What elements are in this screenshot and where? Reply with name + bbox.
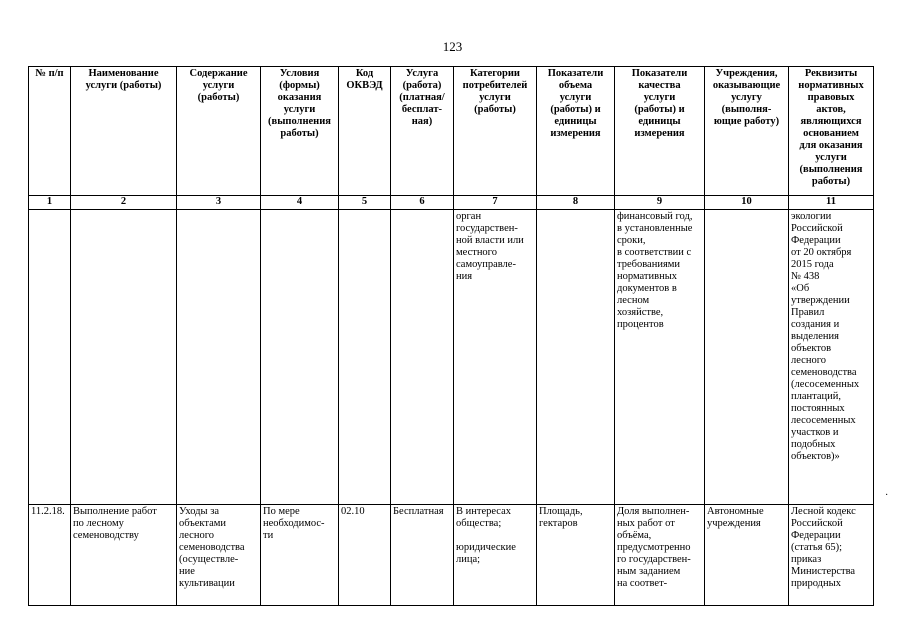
column-number: 1 bbox=[29, 196, 71, 210]
header-cell: Содержание услуги (работы) bbox=[177, 67, 261, 196]
table-cell: орган государствен- ной власти или местного самоуправле- ния bbox=[454, 210, 537, 505]
header-cell: Услуга (работа) (платная/ бесплат- ная) bbox=[391, 67, 454, 196]
table-cell bbox=[391, 210, 454, 505]
header-cell: Показатели качества услуги (работы) и единицы измерения bbox=[615, 67, 705, 196]
column-number: 8 bbox=[537, 196, 615, 210]
table-cell: Уходы за объектами лесного семеноводства (осуществле- ние культивации bbox=[177, 505, 261, 606]
header-row bbox=[29, 67, 874, 196]
column-number: 2 bbox=[71, 196, 177, 210]
table-cell: 02.10 bbox=[339, 505, 391, 606]
column-number: 4 bbox=[261, 196, 339, 210]
table-cell: Площадь, гектаров bbox=[537, 505, 615, 606]
header-cell: Показатели объема услуги (работы) и единицы измерения bbox=[537, 67, 615, 196]
table-cell: Доля выполнен- ных работ от объёма, предусмотренно го государствен- ным заданием на соответ- bbox=[615, 505, 705, 606]
column-number: 5 bbox=[339, 196, 391, 210]
table-cell bbox=[537, 210, 615, 505]
column-number: 3 bbox=[177, 196, 261, 210]
table-cell: 11.2.18. bbox=[29, 505, 71, 606]
header-cell: Реквизиты нормативных правовых актов, являющихся основанием для оказания услуги (выполнения работы) bbox=[789, 67, 874, 196]
table-cell: финансовый год, в установленные сроки, в соответствии с требованиями нормативных документов в лесном хозяйстве, процентов bbox=[615, 210, 705, 505]
table-cell bbox=[71, 210, 177, 505]
column-number: 6 bbox=[391, 196, 454, 210]
table-cell bbox=[705, 210, 789, 505]
table-cell bbox=[339, 210, 391, 505]
header-cell: Условия (формы) оказания услуги (выполнения работы) bbox=[261, 67, 339, 196]
column-number: 7 bbox=[454, 196, 537, 210]
table-cell: По мере необходимос- ти bbox=[261, 505, 339, 606]
table-row bbox=[29, 505, 874, 606]
table-cell: Бесплатная bbox=[391, 505, 454, 606]
table-row bbox=[29, 210, 874, 505]
table-cell bbox=[177, 210, 261, 505]
page-number: 123 bbox=[442, 39, 463, 54]
table-cell: В интересах общества; юридические лица; bbox=[454, 505, 537, 606]
header-cell: Категории потребителей услуги (работы) bbox=[454, 67, 537, 196]
header-cell: № п/п bbox=[29, 67, 71, 196]
table-cell: экологии Российской Федерации от 20 октября 2015 года № 438 «Об утверждении Правил создания и выделения объектов лесного семеноводства (лесосеменных плантаций, постоянных лесосеменных участков и подобных объектов)» bbox=[789, 210, 874, 505]
table-cell: Лесной кодекс Российской Федерации (статья 65); приказ Министерства природных bbox=[789, 505, 874, 606]
column-number: 9 bbox=[615, 196, 705, 210]
table-cell bbox=[261, 210, 339, 505]
table-cell: Выполнение работ по лесному семеноводству bbox=[71, 505, 177, 606]
column-number-row bbox=[29, 196, 874, 210]
table-cell bbox=[29, 210, 71, 505]
column-number: 10 bbox=[705, 196, 789, 210]
margin-dot: · bbox=[885, 490, 889, 501]
header-cell: Учреждения, оказывающие услугу (выполня- ющие работу) bbox=[705, 67, 789, 196]
services-table bbox=[28, 66, 874, 606]
header-cell: Наименование услуги (работы) bbox=[71, 67, 177, 196]
table-cell: Автономные учреждения bbox=[705, 505, 789, 606]
column-number: 11 bbox=[789, 196, 874, 210]
header-cell: Код ОКВЭД bbox=[339, 67, 391, 196]
